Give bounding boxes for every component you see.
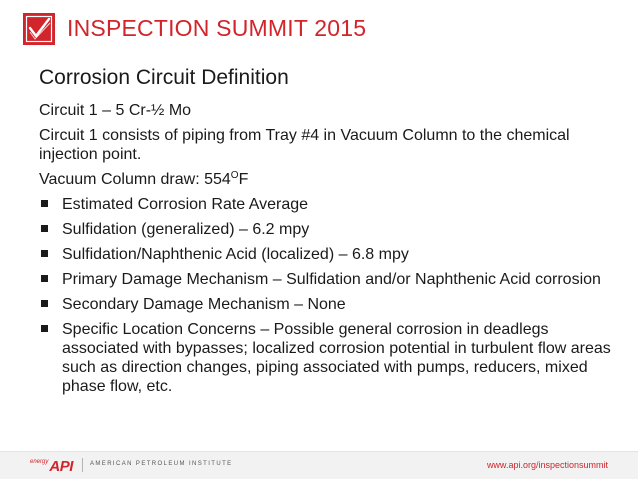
slide-body [39, 101, 619, 402]
square-bullet-icon [41, 200, 48, 207]
list-item [39, 220, 619, 239]
footer-bar [0, 451, 638, 479]
bullet-list [39, 195, 619, 396]
square-bullet-icon [41, 325, 48, 332]
vacuum-column-draw [39, 170, 619, 189]
list-item [39, 245, 619, 264]
footer-divider [82, 458, 83, 472]
checkmark-square-icon [22, 12, 56, 46]
footer-url-link[interactable]: www.api.org/inspectionsummit [486, 460, 608, 470]
square-bullet-icon [41, 300, 48, 307]
circuit-label: Circuit 1 – 5 Cr-½ Mo [39, 102, 192, 119]
bullet-text: Sulfidation/Naphthenic Acid (localized) – 6.8 mpy [62, 246, 409, 263]
square-bullet-icon [41, 250, 48, 257]
bullet-text: Secondary Damage Mechanism – None [62, 296, 346, 313]
header-bar [0, 0, 638, 48]
summit-brand-title: INSPECTION SUMMIT 2015 [67, 15, 367, 41]
degree-superscript: O [230, 170, 239, 181]
square-bullet-icon [41, 275, 48, 282]
institute-name: AMERICAN PETROLEUM INSTITUTE [90, 461, 233, 467]
list-item [39, 295, 619, 314]
draw-unit: F [238, 171, 249, 188]
api-logo [30, 457, 73, 475]
list-item [39, 195, 619, 214]
bullet-text: Specific Location Concerns – Possible general corrosion in deadlegs associated with bypasses; localized corrosion potential in turbulent flow areas such as direction changes, piping associated with pumps, reducers, mixed phase flow, etc. [62, 321, 611, 395]
bullet-text: Sulfidation (generalized) – 6.2 mpy [62, 221, 310, 238]
draw-prefix: Vacuum Column draw: 554 [39, 171, 231, 188]
energy-wordmark: energy [30, 459, 49, 465]
bullet-text: Primary Damage Mechanism – Sulfidation and/or Naphthenic Acid corrosion [62, 271, 601, 288]
bullet-text: Estimated Corrosion Rate Average [62, 196, 309, 213]
api-wordmark: API [49, 457, 73, 475]
square-bullet-icon [41, 225, 48, 232]
list-item [39, 320, 619, 396]
slide-title: Corrosion Circuit Definition [39, 66, 289, 89]
list-item [39, 270, 619, 289]
circuit-description: Circuit 1 consists of piping from Tray #4 in Vacuum Column to the chemical injection point. [39, 127, 570, 163]
